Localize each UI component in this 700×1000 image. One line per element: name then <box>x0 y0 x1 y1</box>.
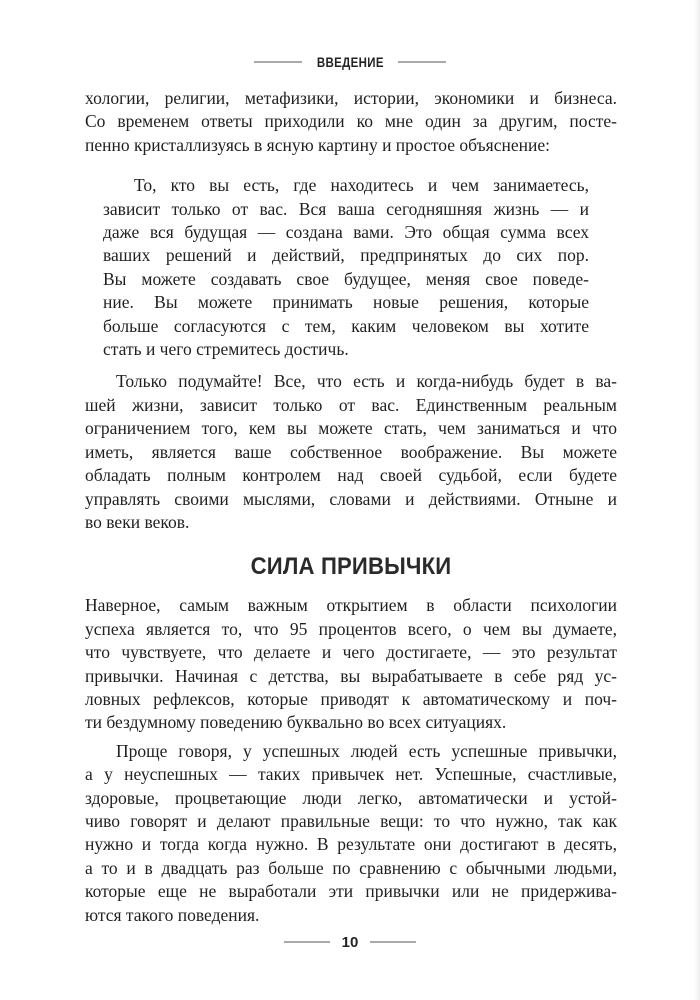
text-line: ние. Вы можете принимать новые решения, которые <box>103 292 589 313</box>
text-line: нужно и тогда когда нужно. В результате они достигают в десять, <box>85 834 617 855</box>
header-rule-right <box>398 61 446 63</box>
page-footer <box>0 933 700 951</box>
paragraph-continuation <box>85 87 617 157</box>
text-line: ти бездумному поведению буквально во всех ситуациях. <box>85 712 507 733</box>
text-line: ловных рефлексов, которые приводят к автоматическому и поч- <box>85 688 617 709</box>
page-body <box>85 87 617 927</box>
paragraph-successful-habits <box>85 740 617 927</box>
footer-rule-right <box>370 941 416 943</box>
text-line: а у неуспешных — таких привычек нет. Успешные, счастливые, <box>85 764 617 785</box>
footer-rule-left <box>284 941 330 943</box>
header-rule-left <box>254 61 302 63</box>
text-line: зависит только от вас. Вся ваша сегодняшняя жизнь — и <box>103 198 589 219</box>
text-line: ются такого поведения. <box>85 904 260 925</box>
text-line: То, кто вы есть, где находитесь и чем занимаетесь, <box>134 175 589 196</box>
text-line: ваших решений и действий, предпринятых до сих пор. <box>103 245 589 266</box>
text-line: стать и чего стремитесь достичь. <box>103 339 349 360</box>
text-line: успеха является то, что 95 процентов всего, о чем вы думаете, <box>85 618 617 639</box>
text-line: даже вся будущая — создана вами. Это общая сумма всех <box>103 222 589 243</box>
text-line: привычки. Начиная с детства, вы вырабатываете в себе ряд ус- <box>85 665 617 686</box>
text-line: управлять своими мыслями, словами и действиями. Отныне и <box>85 488 617 509</box>
paragraph-habit-discovery <box>85 594 617 734</box>
text-line: Только подумайте! Все, что есть и когда-нибудь будет в ва- <box>116 371 617 392</box>
text-line: а то и в двадцать раз больше по сравнению с обычными людьми, <box>85 857 617 878</box>
text-line: хологии, религии, метафизики, истории, экономики и бизнеса. <box>85 88 617 108</box>
text-line: обладать полным контролем над своей судьбой, если будете <box>85 465 617 486</box>
text-line: Проще говоря, у успешных людей есть успешные привычки, <box>116 740 617 761</box>
chapter-title: ВВЕДЕНИЕ <box>316 54 384 70</box>
running-head <box>0 0 700 70</box>
text-line: которые еще не выработали эти привычки или не придержива- <box>85 881 617 902</box>
block-quote <box>103 174 589 361</box>
text-line: Со временем ответы приходили ко мне один за другим, посте- <box>85 111 617 132</box>
section-heading: СИЛА ПРИВЫЧКИ <box>250 553 452 581</box>
text-line: Наверное, самым важным открытием в области психологии <box>85 595 617 616</box>
text-line: иметь, является ваше собственное воображение. Вы можете <box>85 441 617 462</box>
page-number: 10 <box>341 933 359 951</box>
text-line: шей жизни, зависит только от вас. Единственным реальным <box>85 394 617 415</box>
text-line: Вы можете создавать свое будущее, меняя свое поведе- <box>103 268 589 289</box>
text-line: что чувствуете, что делаете и чего достигаете, — это результат <box>85 642 617 663</box>
text-line: чиво говорят и делают правильные вещи: то что нужно, так как <box>85 810 617 831</box>
text-line: больше согласуются с тем, каким человеком вы хотите <box>103 315 589 336</box>
text-line: пенно кристаллизуясь в ясную картину и простое объяснение: <box>85 134 550 155</box>
paragraph-think-about-it <box>85 370 617 534</box>
text-line: во веки веков. <box>85 511 190 532</box>
text-line: здоровые, процветающие люди легко, автоматически и устой- <box>85 787 617 808</box>
text-line: ограничением того, кем вы можете стать, чем заниматься и что <box>85 418 617 439</box>
